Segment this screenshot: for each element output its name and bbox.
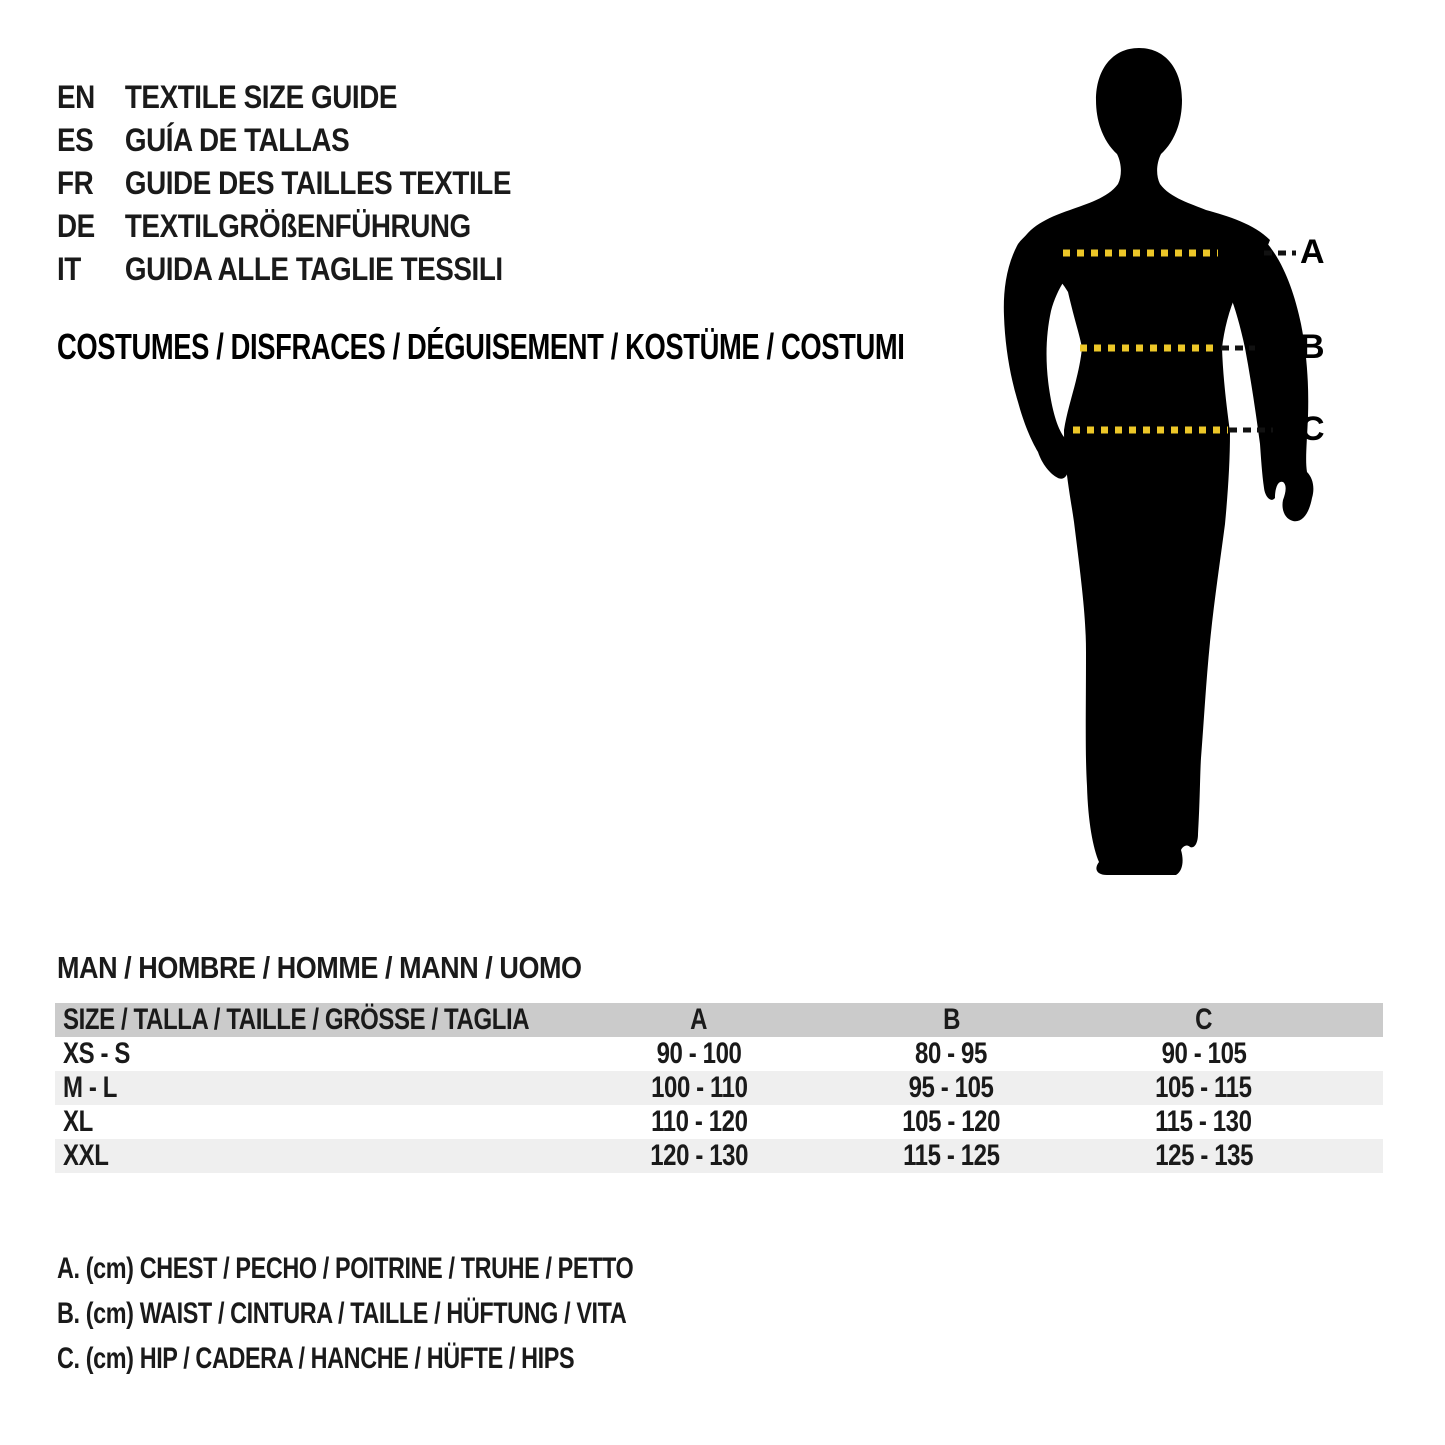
column-header-a: A <box>690 1003 708 1036</box>
measure-marker-a: A <box>1300 233 1325 271</box>
column-header-b: B <box>942 1003 960 1036</box>
section-heading-man: MAN / HOMBRE / HOMME / MANN / UOMO <box>57 950 582 985</box>
man-silhouette-icon <box>960 30 1380 930</box>
language-row-es <box>57 119 511 162</box>
value-cell-b: 80 - 95 <box>915 1037 988 1070</box>
value-cell-c: 115 - 130 <box>1155 1105 1252 1138</box>
size-cell: XL <box>63 1105 93 1138</box>
measure-marker-b: B <box>1300 328 1325 366</box>
measure-marker-c: C <box>1300 410 1325 448</box>
legend-chest: A. (cm) CHEST / PECHO / POITRINE / TRUHE / PETTO <box>57 1252 634 1285</box>
table-row <box>55 1071 1383 1105</box>
language-code: IT <box>57 251 81 287</box>
value-cell-b: 115 - 125 <box>903 1139 1000 1172</box>
category-title: COSTUMES / DISFRACES / DÉGUISEMENT / KOSTÜME / COSTUMI <box>57 326 905 367</box>
size-table-header-row <box>55 1003 1383 1037</box>
value-cell-c: 105 - 115 <box>1155 1071 1252 1104</box>
table-row <box>55 1105 1383 1139</box>
language-row-fr <box>57 162 511 205</box>
language-label: GUÍA DE TALLAS <box>124 122 350 158</box>
language-label: GUIDA ALLE TAGLIE TESSILI <box>124 251 503 287</box>
language-label: TEXTILE SIZE GUIDE <box>124 79 398 115</box>
measurement-legend <box>57 1246 796 1381</box>
value-cell-a: 120 - 130 <box>650 1139 748 1172</box>
language-row-it <box>57 248 511 291</box>
size-cell: XXL <box>63 1139 109 1172</box>
value-cell-b: 105 - 120 <box>902 1105 1001 1138</box>
value-cell-b: 95 - 105 <box>908 1071 994 1104</box>
language-label: TEXTILGRÖßENFÜHRUNG <box>124 208 471 244</box>
size-cell: XS - S <box>63 1037 130 1070</box>
language-code: DE <box>57 208 95 244</box>
language-guide-list <box>57 76 511 291</box>
table-row <box>55 1037 1383 1071</box>
legend-waist: B. (cm) WAIST / CINTURA / TAILLE / HÜFTUNG / VITA <box>57 1297 627 1330</box>
value-cell-c: 125 - 135 <box>1154 1139 1253 1172</box>
value-cell-a: 110 - 120 <box>650 1105 748 1138</box>
size-column-header: SIZE / TALLA / TAILLE / GRÖSSE / TAGLIA <box>63 1003 530 1036</box>
language-code: ES <box>57 122 94 158</box>
language-label: GUIDE DES TAILLES TEXTILE <box>124 165 511 201</box>
table-row <box>55 1139 1383 1173</box>
value-cell-c: 90 - 105 <box>1161 1037 1247 1070</box>
man-silhouette-figure <box>960 30 1380 930</box>
language-code: FR <box>57 165 94 201</box>
language-row-de <box>57 205 511 248</box>
language-row-en <box>57 76 511 119</box>
value-cell-a: 100 - 110 <box>650 1071 748 1104</box>
size-table <box>55 1003 1383 1173</box>
column-header-c: C <box>1195 1003 1213 1036</box>
legend-hip: C. (cm) HIP / CADERA / HANCHE / HÜFTE / HIPS <box>57 1342 575 1375</box>
size-cell: M - L <box>63 1071 117 1104</box>
language-code: EN <box>57 79 95 115</box>
value-cell-a: 90 - 100 <box>656 1037 742 1070</box>
